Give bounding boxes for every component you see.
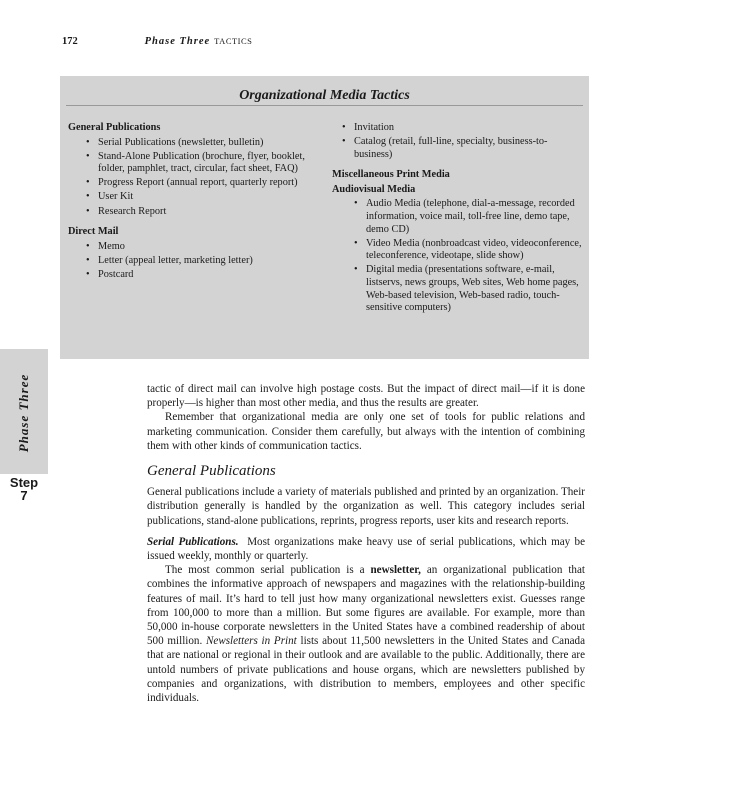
section-heading: General Publications xyxy=(68,122,161,133)
run-in-heading: Serial Publications. xyxy=(147,535,239,548)
paragraph-text: The most common serial publication is a xyxy=(165,564,371,577)
bullet-list xyxy=(332,198,584,314)
paragraph-text: an organizational publication that combines the informative approach of newspapers and magazines with the relationship-building features of mail. It’s hard to tell just how many organizational newsletters exist. Guesses range from 100,000 to more than a million. But some figures are available. For example, more than 50,000 in-house corporate newsletters in the United States have a combined readership of about 500 million. xyxy=(147,564,585,648)
tactics-box xyxy=(60,76,589,359)
paragraph: General publications include a variety of materials published and printed by an organization. Their distribution generally is handled by the organization as well. This category includes serial publications, stand-alone publications, reprints, progress reports, user kits and research reports. xyxy=(147,486,585,527)
list-item: • Stand-Alone Publication (brochure, flyer, booklet, folder, pamphlet, tract, circular, fact sheet, FAQ) xyxy=(68,151,328,176)
list-item: • Catalog (retail, full-line, specialty, business-to-business) xyxy=(332,136,584,161)
section-heading: Direct Mail xyxy=(68,226,119,238)
running-head xyxy=(145,36,253,47)
list-item: • Progress Report (annual report, quarterly report) xyxy=(68,177,328,190)
paragraph: tactic of direct mail can involve high postage costs. But the impact of direct mail—if it is done properly—is higher than most other media, and thus the results are greater. xyxy=(147,383,585,410)
list-item: • Postcard xyxy=(68,269,328,282)
bullet-list xyxy=(332,122,584,161)
list-item: • Audio Media (telephone, dial-a-message, recorded information, voice mail, toll-free line, demo tape, demo CD) xyxy=(332,198,584,236)
paragraph-text: Most organizations make heavy use of serial publications, which may be issued weekly, monthly or quarterly. xyxy=(147,535,586,563)
bullet-list xyxy=(68,137,328,219)
list-item: • Research Report xyxy=(68,206,328,219)
body-text xyxy=(147,382,585,705)
step-marker xyxy=(4,476,44,502)
paragraph xyxy=(147,535,585,563)
paragraph-text: lists about 11,500 newsletters in the United States and Canada that are national or regional in their outlook and are available to the public. Additionally, there are untold numbers of private publications and house organs, which are newsletters published by companies and organizations, with distribution to members, employees and other specific individuals. xyxy=(147,635,586,705)
step-number: 7 xyxy=(20,488,28,503)
paragraph: Remember that organizational media are only one set of tools for public relations and marketing communication. Consider them carefully, but always with the intention of combining them with other kinds of communication tactics. xyxy=(147,411,585,452)
phase-tab xyxy=(0,349,48,474)
step-word: Step xyxy=(9,475,39,490)
box-left-column xyxy=(68,122,328,283)
box-title: Organizational Media Tactics xyxy=(239,88,410,103)
paragraph xyxy=(147,563,585,705)
phase-tab-label: Phase Three xyxy=(16,373,31,453)
page-number: 172 xyxy=(62,36,78,47)
bold-term: newsletter, xyxy=(370,564,421,577)
running-head-sub: TACTICS xyxy=(214,36,253,46)
box-right-column xyxy=(332,122,584,316)
list-item: • Digital media (presentations software, e-mail, listservs, news groups, Web sites, Web home pages, Web-based television, Web-based radio, touch-sensitive computers) xyxy=(332,264,584,314)
italic-title: Newsletters in Print xyxy=(206,635,297,648)
section-heading: Audiovisual Media xyxy=(332,183,416,195)
list-item: • Memo xyxy=(68,241,328,254)
box-divider xyxy=(66,105,583,106)
running-header xyxy=(62,36,252,47)
section-title: General Publications xyxy=(147,463,276,480)
list-item: • User Kit xyxy=(68,191,328,204)
list-item: • Video Media (nonbroadcast video, videoconference, teleconference, videotape, slide show) xyxy=(332,238,584,263)
list-item: • Letter (appeal letter, marketing letter) xyxy=(68,255,328,268)
list-item: • Invitation xyxy=(332,122,584,135)
list-item: • Serial Publications (newsletter, bulletin) xyxy=(68,137,328,150)
bullet-list xyxy=(68,241,328,282)
running-head-phase: Phase Three xyxy=(144,36,211,47)
section-heading: Miscellaneous Print Media xyxy=(332,169,450,181)
